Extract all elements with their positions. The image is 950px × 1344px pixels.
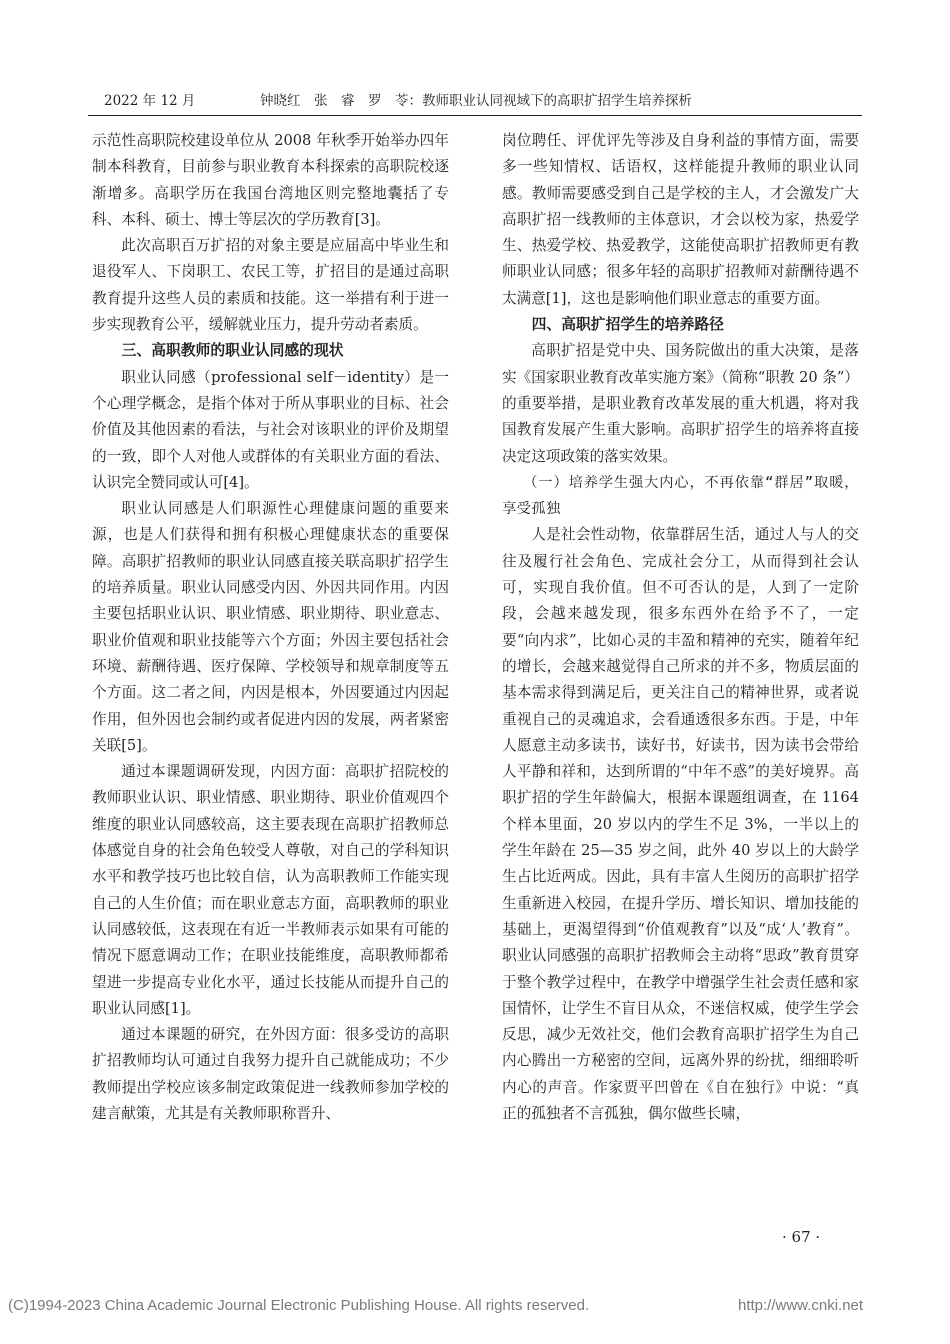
paragraph: 此次高职百万扩招的对象主要是应届高中毕业生和退役军人、下岗职工、农民工等，扩招目的是通过高职教育提升这些人员的素质和技能。这一举措有利于进一步实现教育公平，缓解就业压力，提升劳动者素质。 <box>92 237 449 334</box>
paragraph: 通过本课题的研究，在外因方面：很多受访的高职扩招教师均认可通过自我努力提升自己就能成功；不少教师提出学校应该多制定政策促进一线教师参加学校的建言献策，尤其是有关教师职称晋升、 <box>92 1026 449 1122</box>
paragraph: 职业认同感是人们职源性心理健康问题的重要来源，也是人们获得和拥有积极心理健康状态的重要保障。高职扩招教师的职业认同感直接关联高职扩招学生的培养质量。职业认同感受内因、外因共同作用。内因主要包括职业认识、职业情感、职业期待、职业意志、职业价值观和职业技能等六个方面；外因主要包括社会环境、薪酬待遇、医疗保障、学校领导和规章制度等五个方面。这二者之间，内因是根本，外因要通过内因起作用，但外因也会制约或者促进内因的发展，两者紧密关联[5]。 <box>92 500 449 754</box>
paragraph: 通过本课题调研发现，内因方面：高职扩招院校的教师职业认识、职业情感、职业期待、职业价值观四个维度的职业认同感较高，这主要表现在高职扩招教师总体感觉自身的社会角色较受人尊敬，对自己的学科知识水平和教学技巧也比较自信，认为高职教师工作能实现自己的人生价值；而在职业意志方面，高职教师的职业认同感较低，这表现在有近一半教师表示如果有可能的情况下愿意调动工作；在职业技能维度，高职教师都希望进一步提高专业化水平，通过长技能从而提升自己的职业认同感[1]。 <box>92 763 449 1017</box>
paragraph: 高职扩招是党中央、国务院做出的重大决策，是落实《国家职业教育改革实施方案》（简称“职教 20 条”）的重要举措，是职业教育改革发展的重大机遇，将对我国教育发展产生重大影响。高职扩招学生的培养将直接决定这项政策的落实效果。 <box>502 342 859 465</box>
subsection-heading: （一）培养学生强大内心，不再依靠“群居”取暖，享受孤独 <box>502 474 859 518</box>
footer <box>8 1294 942 1318</box>
section-heading: 四、高职扩招学生的培养路径 <box>531 316 724 334</box>
section-heading: 三、高职教师的职业认同感的现状 <box>121 342 344 360</box>
header-rule <box>88 115 862 116</box>
paragraph: 示范性高职院校建设单位从 2008 年秋季开始举办四年制本科教育，目前参与职业教育本科探索的高职院校逐渐增多。高职学历在我国台湾地区则完整地囊括了专科、本科、硕士、博士等层次的学历教育[3]。 <box>92 132 449 228</box>
left-column <box>92 128 449 1218</box>
paragraph: 岗位聘任、评优评先等涉及自身利益的事情方面，需要多一些知情权、话语权，这样能提升教师的职业认同感。教师需要感受到自己是学校的主人，才会激发广大高职扩招一线教师的主体意识，才会以校为家，热爱学生、热爱学校、热爱教学，这能使高职扩招教师更有教师职业认同感；很多年轻的高职扩招教师对薪酬待遇不太满意[1]，这也是影响他们职业意志的重要方面。 <box>502 132 859 307</box>
issue-date: 2022 年 12 月 <box>104 93 196 109</box>
running-header <box>88 88 862 114</box>
running-title: 钟晓红 张 睿 罗 苓：教师职业认同视域下的高职扩招学生培养探析 <box>260 93 692 109</box>
paragraph: 人是社会性动物，依靠群居生活，通过人与人的交往及履行社会角色、完成社会分工，从而得到社会认可，实现自我价值。但不可否认的是，人到了一定阶段，会越来越发现，很多东西外在给予不了，一定要“向内求”，比如心灵的丰盈和精神的充实，随着年纪的增长，会越来越觉得自己所求的并不多，物质层面的基本需求得到满足后，更关注自己的精神世界，或者说重视自己的灵魂追求，会看通透很多东西。于是，中年人愿意主动多读书，读好书，好读书，因为读书会带给人平静和祥和，达到所谓的“中年不惑”的美好境界。高职扩招的学生年龄偏大，根据本课题组调查，在 1164 个样本里面，20 岁以内的学生不足 3%，一半以上的学生年龄在 25—35 岁之间，此外 40 岁以上的大龄学生占比近两成。因此，具有丰富人生阅历的高职扩招学生重新进入校园，在提升学历、增长知识、增加技能的基础上，更渴望得到“价值观教育”以及“成‘人’教育”。职业认同感强的高职扩招教师会主动将“思政”教育贯穿于整个教学过程中，在教学中增强学生社会责任感和家国情怀，让学生不盲目从众，不迷信权威，使学生学会反思，减少无效社交，他们会教育高职扩招学生为自己内心腾出一方秘密的空间，远离外界的纷扰，细细聆听内心的声音。作家贾平凹曾在《自在独行》中说：“真正的孤独者不言孤独，偶尔做些长啸， <box>502 526 859 1122</box>
page-number: · 67 · <box>782 1228 821 1246</box>
copyright-notice: (C)1994-2023 China Academic Journal Electronic Publishing House. All rights reserved. <box>8 1297 590 1314</box>
publisher-url: http://www.cnki.net <box>738 1297 864 1314</box>
right-column <box>502 128 859 1218</box>
paragraph: 职业认同感（professional self－identity）是一个心理学概念，是指个体对于所从事职业的目标、社会价值及其他因素的看法，与社会对该职业的评价及期望的一致，即个人对他人或群体的有关职业方面的看法、认识完全赞同或认可[4]。 <box>92 368 449 491</box>
